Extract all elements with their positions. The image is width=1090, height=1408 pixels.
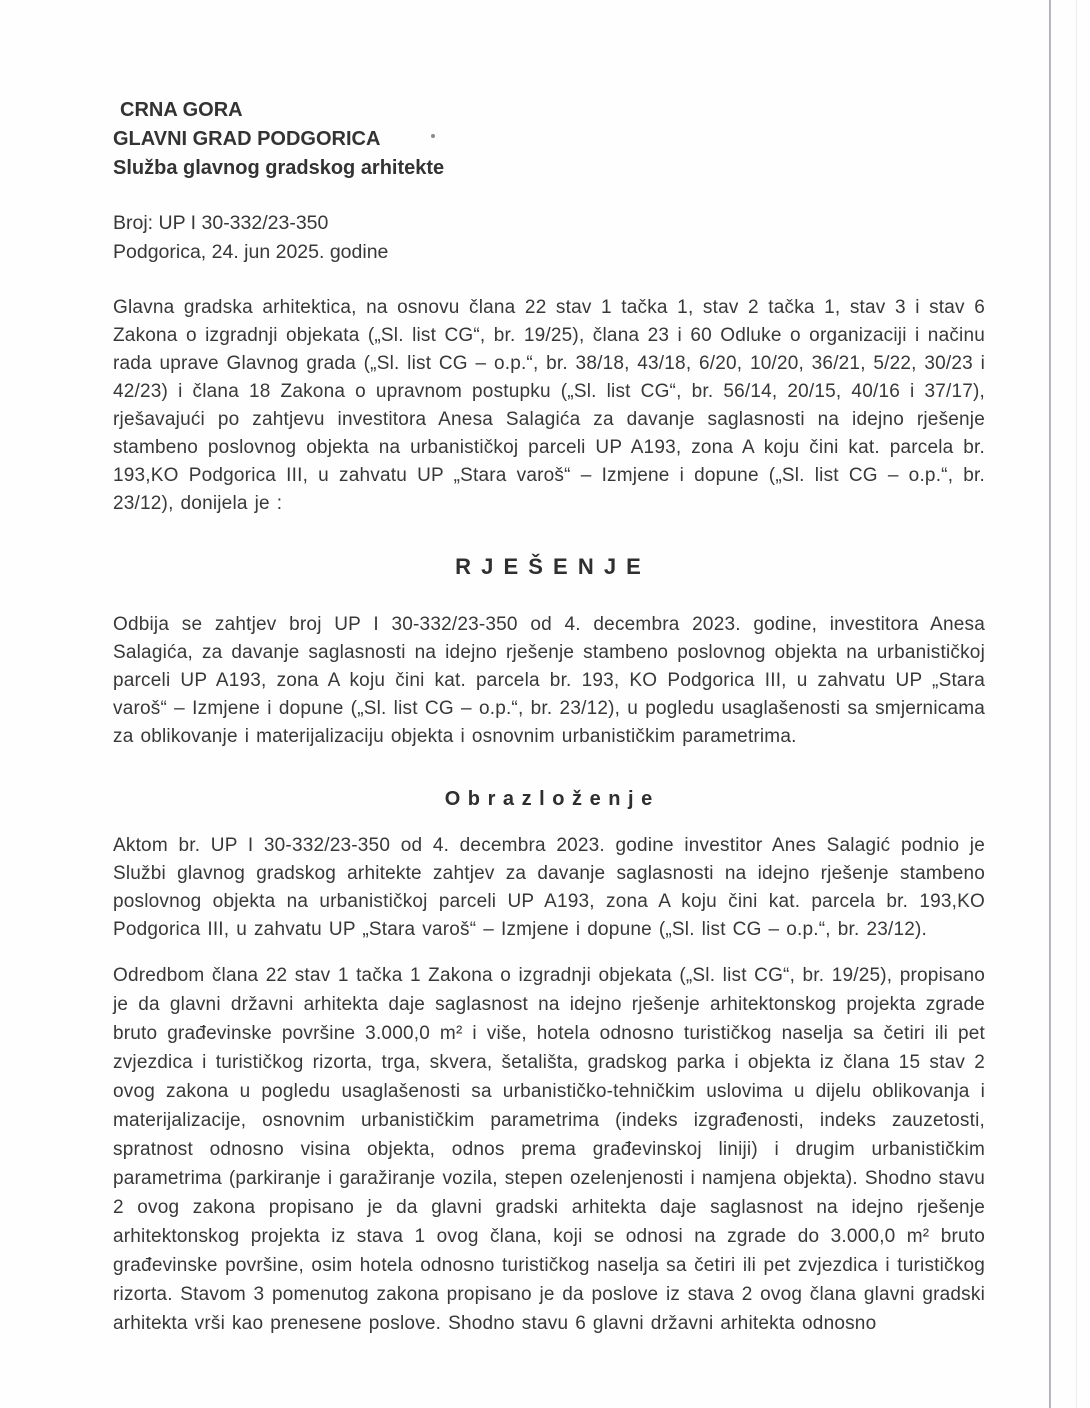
- rationale-heading: O b r a z l o ž e n j e: [444, 788, 654, 810]
- letterhead: [113, 96, 985, 183]
- rationale-paragraph-2: Odredbom člana 22 stav 1 tačka 1 Zakona o izgradnji objekata („Sl. list CG“, br. 19/25), propisano je da glavni državni arhitekta daje saglasnost na idejno rješenje arhitektonskog projekta zgrade bruto građevinske površine 3.000,0 m² i više, hotela odnosno turističkog naselja sa četiri ili pet zvjezdica i turističkog rizorta, trga, skvera, šetališta, gradskog parka i objekta iz člana 15 stav 2 ovog zakona u pogledu usaglašenosti sa urbanističko-tehničkim uslovima u dijelu oblikovanja i materijalizacije, osnovnim urbanističkim parametrima (indeks izgrađenosti, indeks zauzetosti, spratnost odnosno visina objekta, odnos prema građevinskoj liniji) i drugim urbanističkim parametrima (parkiranje i garažiranje vozila, stepen ozelenjenosti i namjena objekta). Shodno stavu 2 ovog zakona propisano je da glavni gradski arhitekta daje saglasnost na idejno rješenje arhitektonskog projekta iz stava 1 ovog člana, koji se odnosi na zgrade do 3.000,0 m² bruto građevinske površine, osim hotela odnosno turističkog naselja sa četiri ili pet zvjezdica i turističkog rizorta. Stavom 3 pomenutog zakona propisano je da poslove iz stava 2 ovog člana glavni gradski arhitekta vrši kao prenesene poslove. Shodno stavu 6 glavni državni arhitekta odnosno: [113, 965, 985, 1334]
- decision-paragraph: Odbija se zahtjev broj UP I 30-332/23-350 od 4. decembra 2023. godine, investitora Anesa Salagića, za davanje saglasnosti na idejno rješenje stambeno poslovnog objekta na urbanističkoj parceli UP A193, zona A koju čini kat. parcela br. 193, KO Podgorica III, u zahvatu UP „Stara varoš“ – Izmjene i dopune („Sl. list CG – o.p.“, br. 23/12), u pogledu usaglašenosti sa smjernicama za oblikovanje i materijalizaciju objekta i osnovnim urbanističkim parametrima.: [113, 614, 985, 747]
- decision-heading: R J E Š E N J E: [455, 554, 643, 579]
- preamble-paragraph: Glavna gradska arhitektica, na osnovu člana 22 stav 1 tačka 1, stav 2 tačka 1, stav 3 i stav 6 Zakona o izgradnji objekata („Sl. list CG“, br. 19/25), člana 23 i 60 Odluke o organizaciji i načinu rada uprave Glavnog grada („Sl. list CG – o.p.“, br. 38/18, 43/18, 6/20, 10/20, 36/21, 5/22, 30/23 i 42/23) i člana 18 Zakona o upravnom postupku („Sl. list CG“, br. 56/14, 20/15, 40/16 i 37/17), rješavajući po zahtjevu investitora Anesa Salagića za davanje saglasnosti na idejno rješenje stambeno poslovnog objekta na urbanističkoj parceli UP A193, zona A koju čini kat. parcela br. 193,KO Podgorica III, u zahvatu UP „Stara varoš“ – Izmjene i dopune („Sl. list CG – o.p.“, br. 23/12), donijela je :: [113, 297, 985, 514]
- letterhead-city: GLAVNI GRAD PODGORICA: [113, 128, 381, 150]
- place-and-date: Podgorica, 24. jun 2025. godine: [113, 241, 389, 263]
- letterhead-country: CRNA GORA: [120, 99, 243, 121]
- case-meta: [113, 209, 985, 267]
- scan-edge-line-faint: [1076, 0, 1077, 1408]
- rationale-paragraph-1: Aktom br. UP I 30-332/23-350 od 4. decembra 2023. godine investitor Anes Salagić podnio je Službi glavnog gradskog arhitekte zahtjev za davanje saglasnosti na idejno rješenje stambeno poslovnog objekta na urbanističkoj parceli UP A193, zona A koju čini kat. parcela br. 193,KO Podgorica III, u zahvatu UP „Stara varoš“ – Izmjene i dopune („Sl. list CG – o.p.“, br. 23/12).: [113, 835, 985, 940]
- case-number: Broj: UP I 30-332/23-350: [113, 212, 329, 234]
- letterhead-office: Služba glavnog gradskog arhitekte: [113, 157, 445, 179]
- scan-edge-line: [1049, 0, 1051, 1408]
- document-content: [113, 96, 985, 1338]
